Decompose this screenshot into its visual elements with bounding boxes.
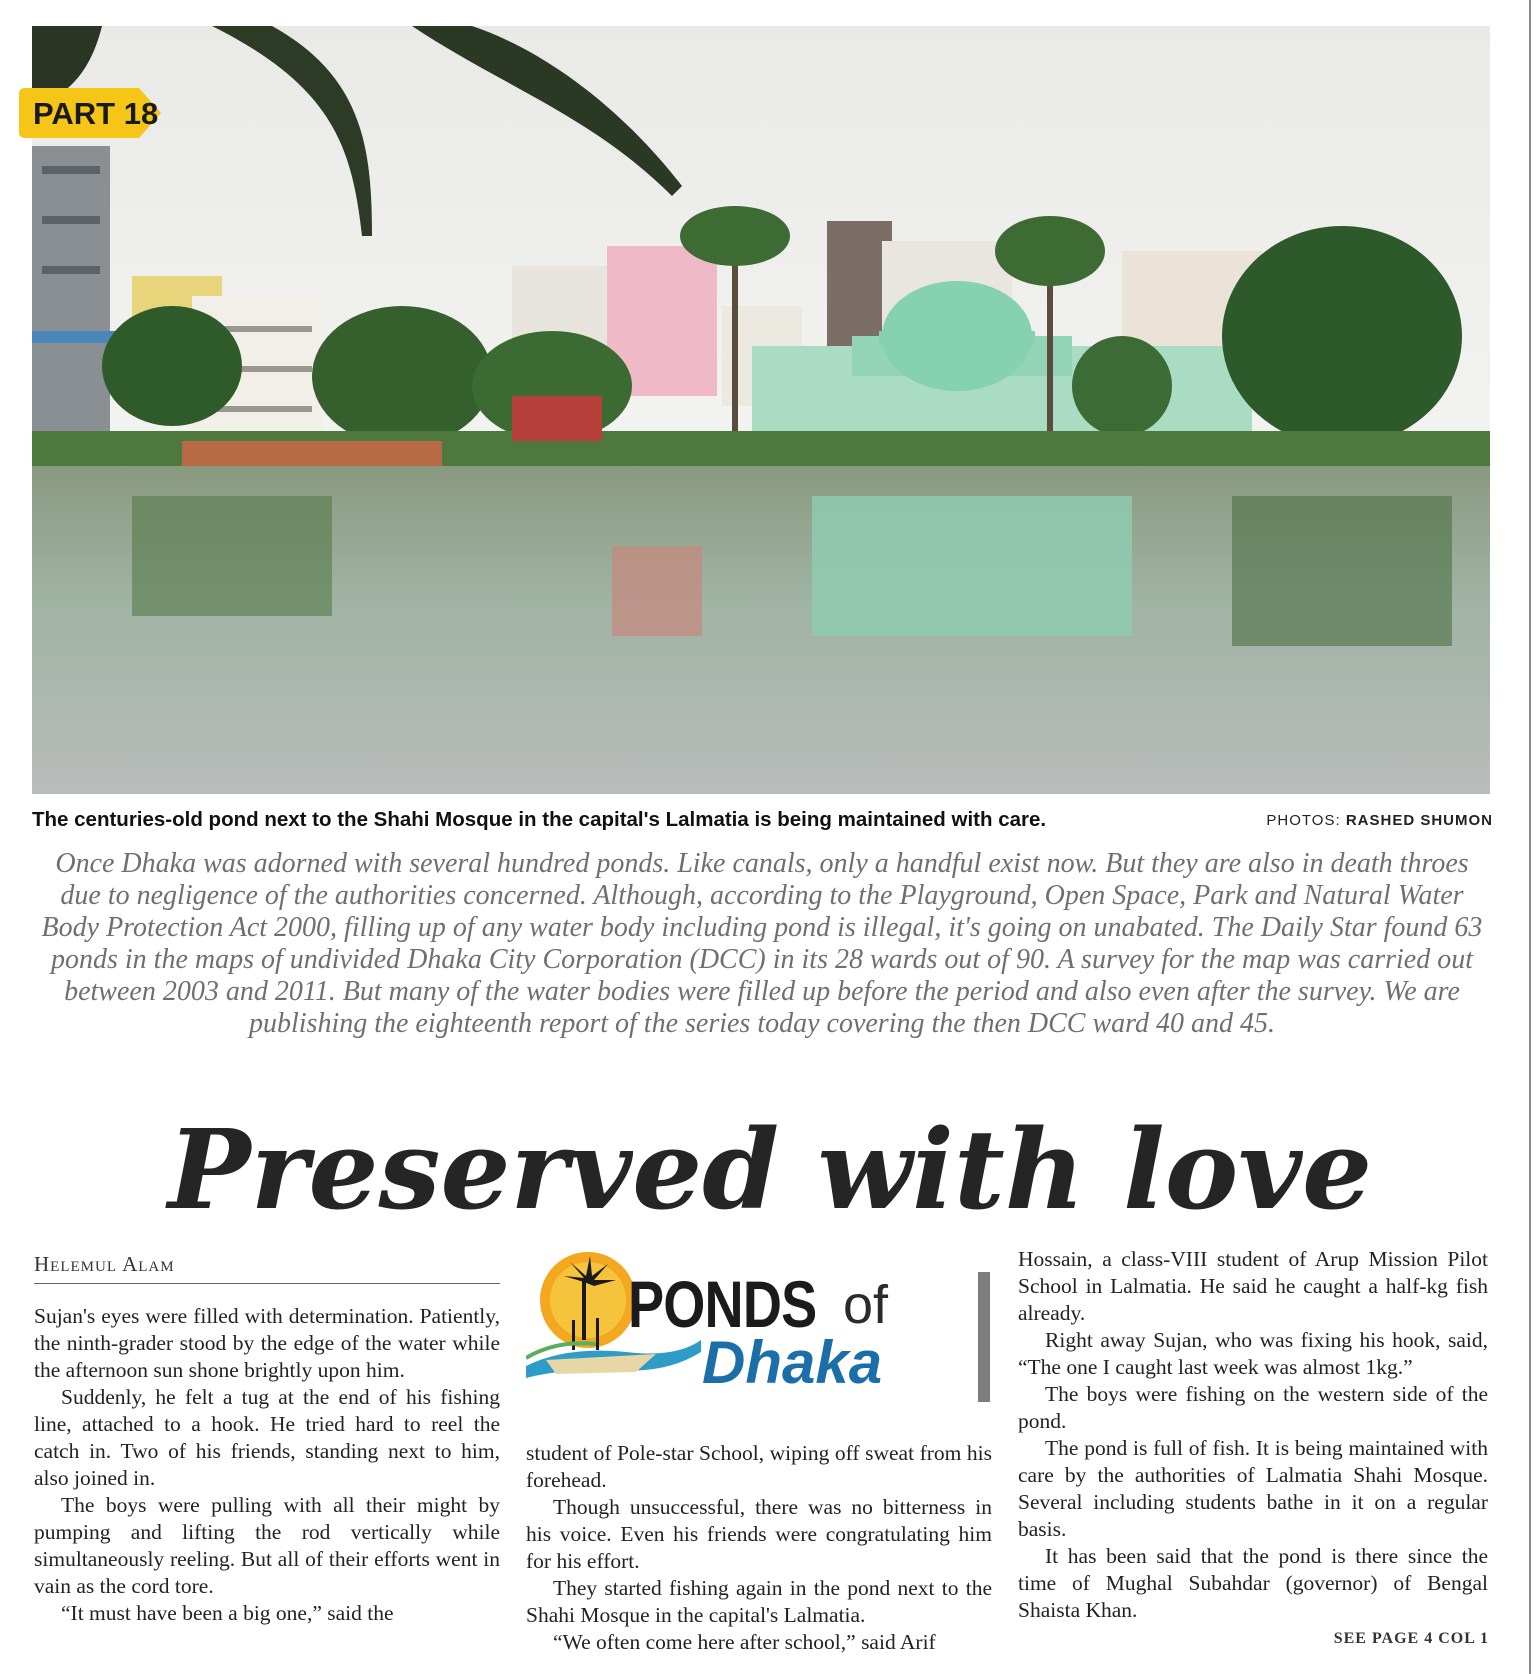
paragraph: The boys were pulling with all their might by pumping and lifting the rod vertically while simultaneously reeling. But all of their efforts went in vain as the cord tore. (34, 1493, 500, 1598)
paragraph: The pond is full of fish. It is being maintained with care by the authorities of Lalmatia Shahi Mosque. Several including students bathe in it on a regular basis. (1018, 1436, 1488, 1541)
pond-photo (32, 26, 1490, 794)
article-column-3 (1018, 1246, 1488, 1624)
paragraph: “We often come here after school,” said Arif (553, 1630, 936, 1654)
paragraph: Sujan's eyes were filled with determination. Patiently, the ninth-grader stood by the edge of the water while the afternoon sun shone brightly upon him. (34, 1304, 500, 1382)
paragraph: They started fishing again in the pond next to the Shahi Mosque in the capital's Lalmatia. (526, 1576, 992, 1627)
paragraph: student of Pole-star School, wiping off sweat from his forehead. (526, 1441, 992, 1492)
ponds-of-dhaka-logo (526, 1240, 926, 1420)
paragraph: “It must have been a big one,” said the (61, 1601, 394, 1625)
logo-word-ponds: PONDS (628, 1267, 817, 1341)
logo-word-dhaka: Dhaka (702, 1329, 883, 1396)
photo-caption: The centuries-old pond next to the Shahi Mosque in the capital's Lalmatia is being maintained with care. (32, 808, 1047, 831)
pond-photo-icon (32, 26, 1490, 794)
paragraph: It has been said that the pond is there since the time of Mughal Subahdar (governor) of Bengal Shaista Khan. (1018, 1544, 1488, 1622)
photo-credit-name: RASHED SHUMON (1345, 812, 1493, 829)
article-column-2 (526, 1440, 992, 1656)
photo-credit-prefix: PHOTOS: (1266, 812, 1341, 829)
paragraph: The boys were fishing on the western side of the pond. (1018, 1382, 1488, 1433)
photo-credit (1266, 812, 1493, 829)
paragraph: Hossain, a class-VIII student of Arup Mission Pilot School in Lalmatia. He said he caught a half-kg fish already. (1018, 1247, 1488, 1325)
part-tag (19, 88, 161, 138)
paragraph: Though unsuccessful, there was no bitterness in his voice. Even his friends were congratulating him for his effort. (526, 1495, 992, 1573)
paragraph: Right away Sujan, who was fixing his hook, said, “The one I caught last week was almost 1kg.” (1018, 1328, 1488, 1379)
logo-word-of: of (843, 1275, 889, 1335)
byline: Helemul Alam (34, 1252, 175, 1276)
intro-paragraph: Once Dhaka was adorned with several hundred ponds. Like canals, only a handful exist now. But they are also in death throes due to negligence of the authorities concerned. Although, according to the Playground, Open Space, Park and Natural Water Body Protection Act 2000, filling up of any water body including pond is illegal, it's going on unabated. The Daily Star found 63 ponds in the maps of undivided Dhaka City Corporation (DCC) in its 28 wards out of 90. A survey for the map was carried out between 2003 and 2011. But many of the water bodies were filled up before the period and also even after the survey. We are publishing the eighteenth report of the series today covering the then DCC ward 40 and 45. (41, 848, 1483, 1039)
continuation-note: SEE PAGE 4 COL 1 (1333, 1630, 1489, 1647)
article-column-1 (34, 1303, 500, 1627)
part-tag-label: PART 18 (33, 96, 159, 131)
byline-rule (34, 1283, 500, 1284)
paragraph: Suddenly, he felt a tug at the end of his fishing line, attached to a hook. He tried hard to reel the catch in. Two of his friends, standing next to him, also joined in. (34, 1385, 500, 1490)
page-edge-rule (1529, 0, 1531, 1674)
headline: Preserved with love (167, 1105, 1373, 1234)
logo-divider-bar (978, 1272, 990, 1402)
